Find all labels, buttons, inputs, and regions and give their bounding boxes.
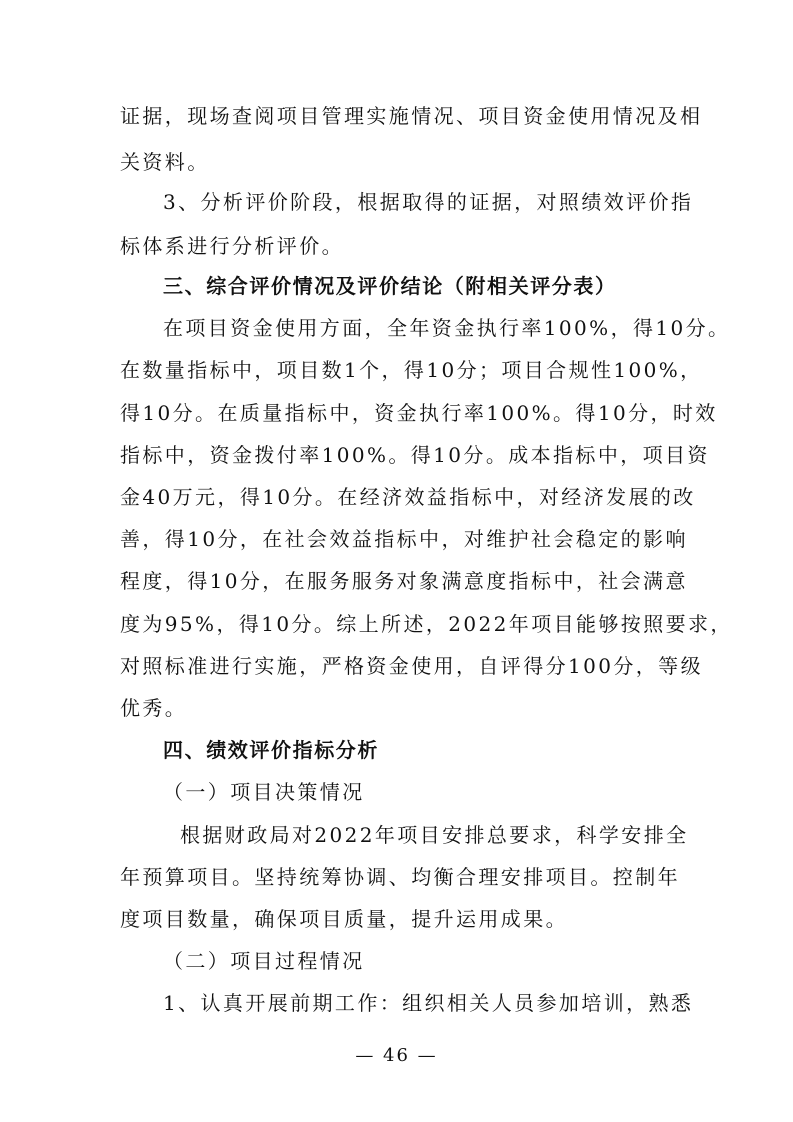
- page-number: — 46 —: [355, 1045, 438, 1066]
- body-text-line: 得10分。在质量指标中，资金执行率100%。得10分，时效: [120, 401, 718, 425]
- body-text-line: 证据，现场查阅项目管理实施情况、项目资金使用情况及相: [120, 104, 703, 128]
- body-text-line: 根据财政局对2022年项目安排总要求，科学安排全: [180, 823, 689, 847]
- body-text-line: 指标中，资金拨付率100%。得10分。成本指标中，项目资: [120, 443, 710, 467]
- body-text-line: 金40万元，得10分。在经济效益指标中，对经济发展的改: [120, 485, 696, 509]
- body-text-line: 关资料。: [120, 150, 210, 174]
- section-heading-3: 三、综合评价情况及评价结论（附相关评分表）: [163, 274, 617, 298]
- body-text-line: 年预算项目。坚持统筹协调、均衡合理安排项目。控制年: [120, 865, 680, 889]
- body-text-line: 度项目数量，确保项目质量，提升运用成果。: [120, 907, 568, 931]
- body-text-line: 在项目资金使用方面，全年资金执行率100%，得10分。: [163, 316, 731, 340]
- body-text-line: 1、认真开展前期工作：组织相关人员参加培训，熟悉: [163, 991, 694, 1015]
- body-text-line: 度为95%，得10分。综上所述，2022年项目能够按照要求，: [120, 612, 733, 636]
- section-heading-4: 四、绩效评价指标分析: [163, 738, 379, 762]
- subsection-heading-2: （二）项目过程情况: [163, 949, 365, 973]
- body-text-line: 标体系进行分析评价。: [120, 234, 344, 258]
- body-text-line: 程度，得10分，在服务服务对象满意度指标中，社会满意: [120, 569, 688, 593]
- body-text-line: 在数量指标中，项目数1个，得10分；项目合规性100%，: [120, 358, 703, 382]
- body-text-line: 对照标准进行实施，严格资金使用，自评得分100分，等级: [120, 654, 703, 678]
- body-text-line: 善，得10分，在社会效益指标中，对维护社会稳定的影响: [120, 527, 688, 551]
- body-text-line: 3、分析评价阶段，根据取得的证据，对照绩效评价指: [163, 190, 694, 214]
- body-text-line: 优秀。: [120, 696, 188, 720]
- subsection-heading-1: （一）项目决策情况: [163, 780, 365, 804]
